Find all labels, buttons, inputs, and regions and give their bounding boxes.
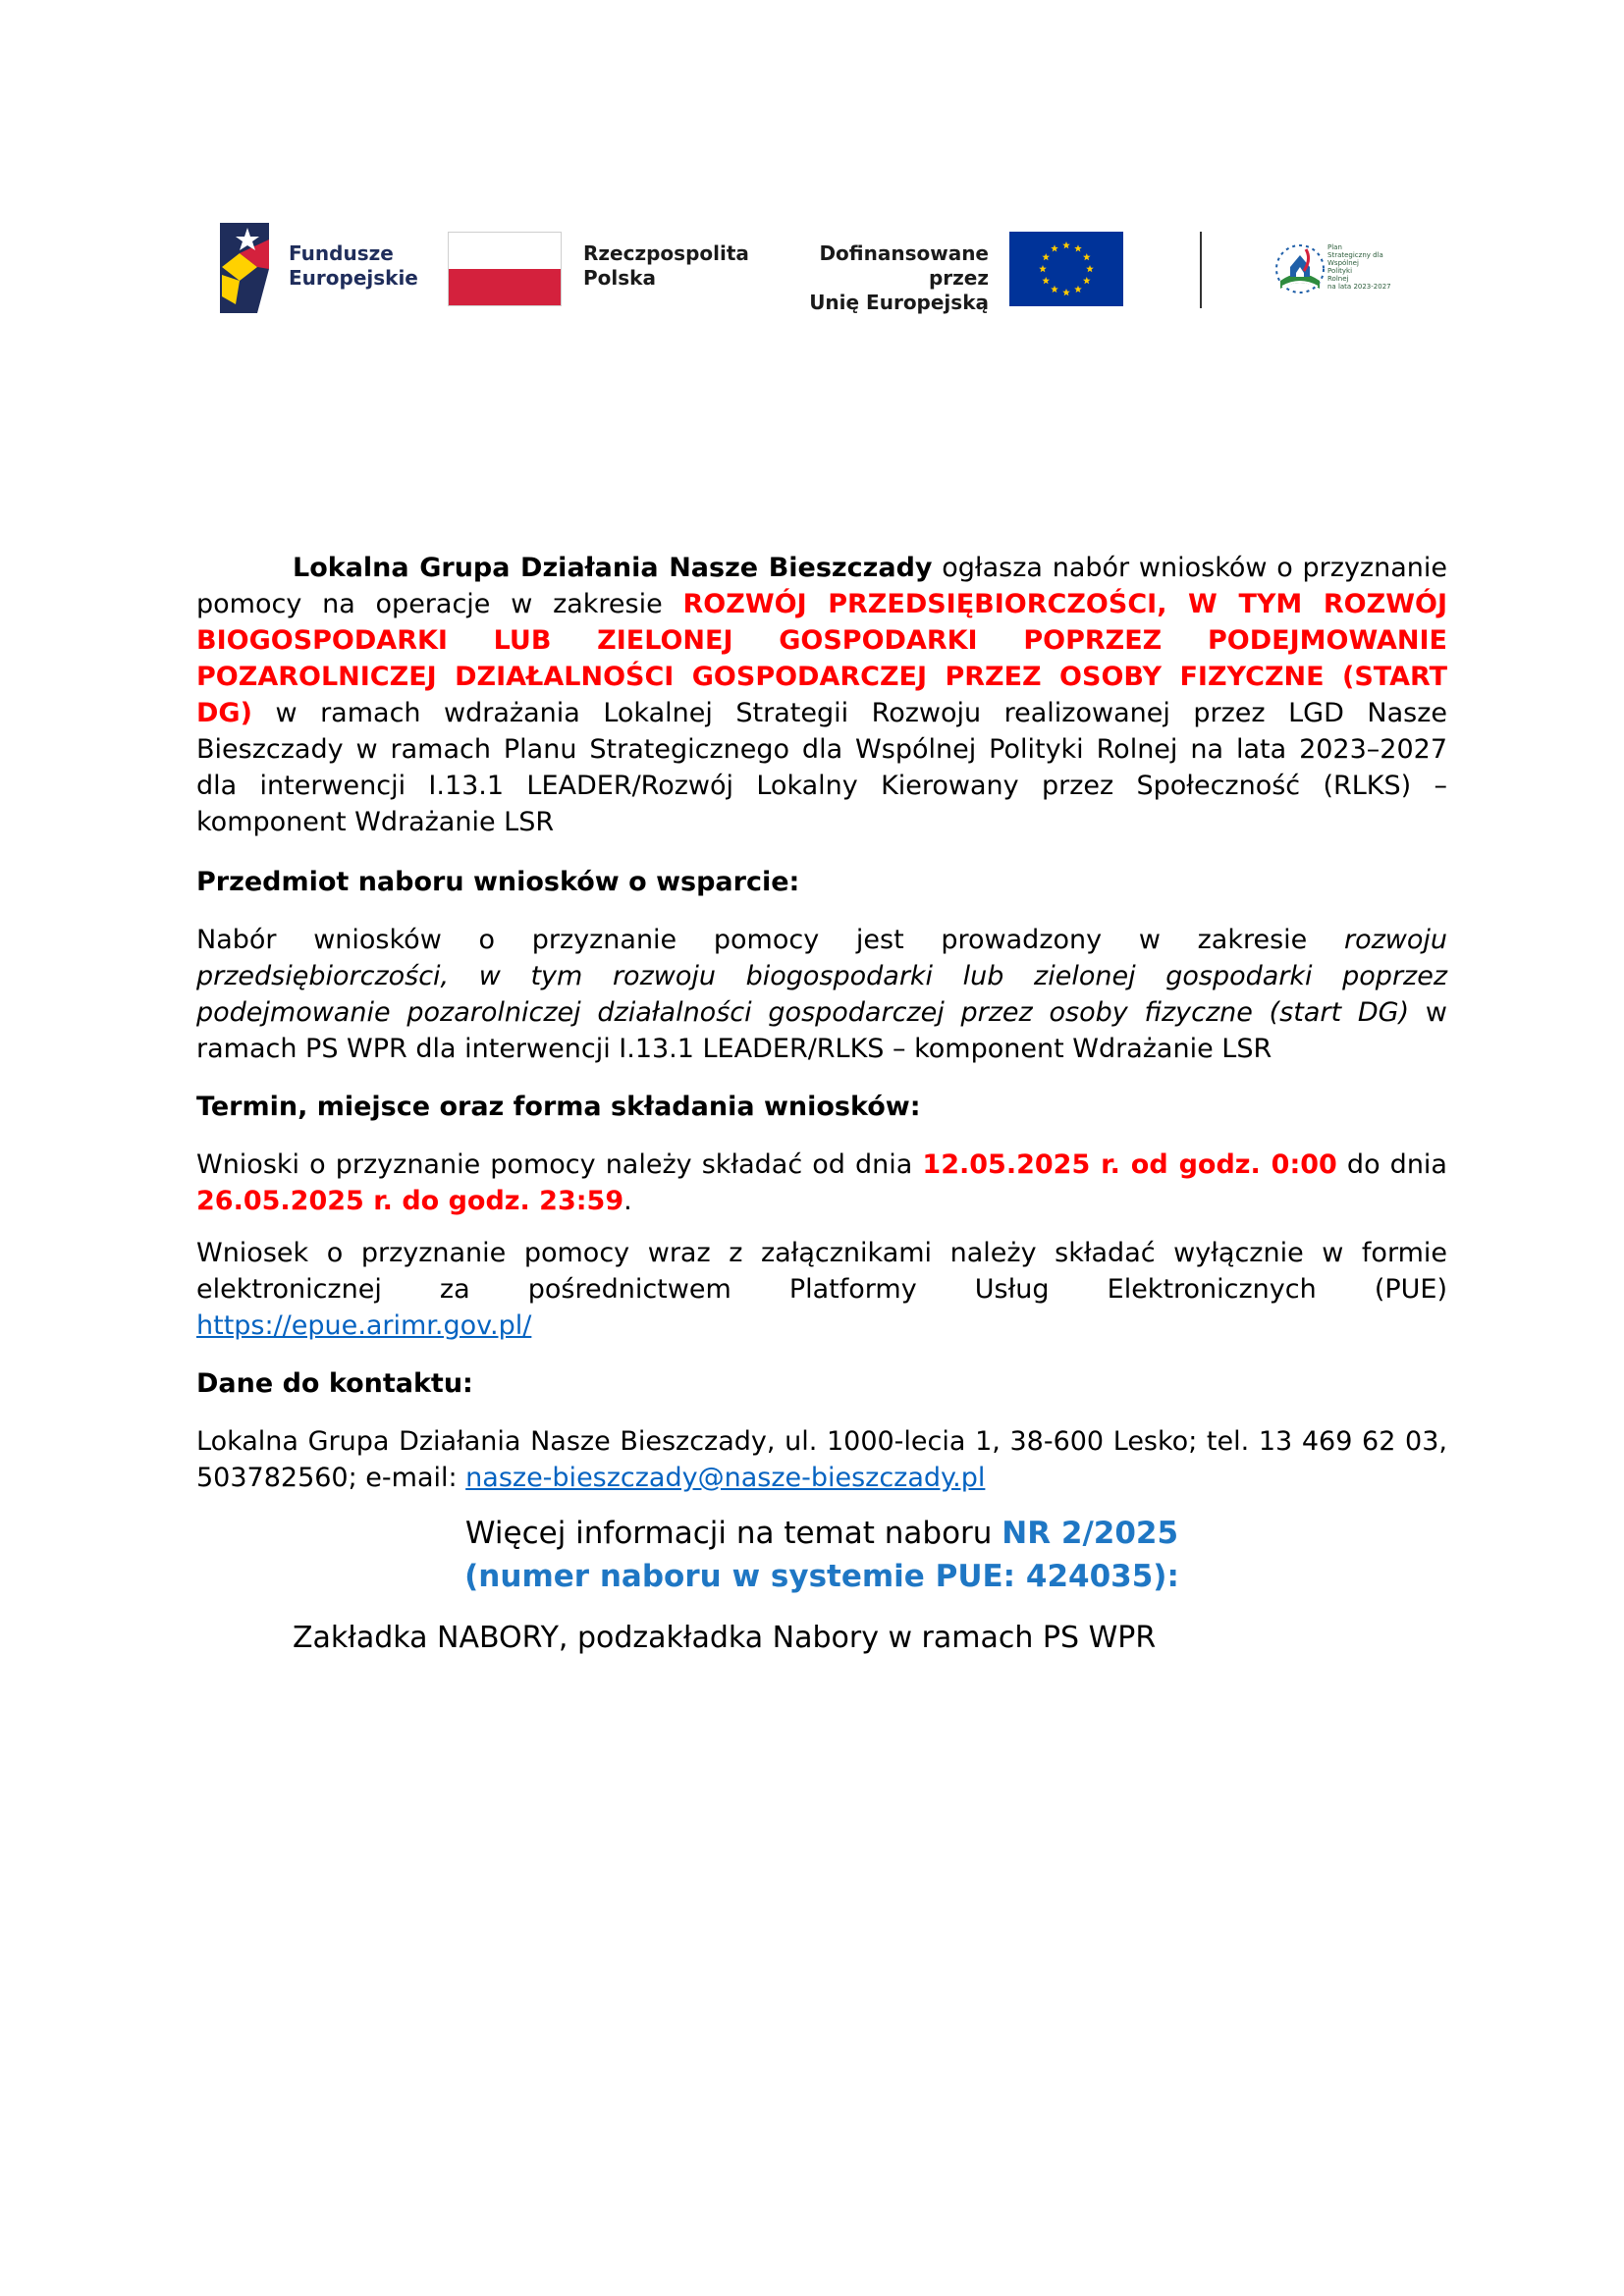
more-info-line — [196, 1512, 1447, 1555]
fe-line2: Europejskie — [289, 266, 418, 290]
eu-star-icon — [1039, 265, 1047, 272]
psp-line6: na lata 2023-2027 — [1327, 283, 1391, 291]
rp-line1: Rzeczpospolita — [583, 241, 749, 265]
psp-line2: Strategiczny dla — [1327, 251, 1383, 259]
nabor-number: NR 2/2025 — [1001, 1516, 1179, 1551]
psp-line3: Wspólnej — [1327, 259, 1359, 267]
rp-line2: Polska — [583, 266, 656, 290]
subject-italic: rozwoju przedsiębiorczości, w tym rozwoju biogospodarki lub zielonej gospodarki poprzez podejmowanie pozarolniczej działalności gospodarczej przez osoby fizyczne (start DG) — [196, 925, 1447, 1028]
subject-paragraph — [196, 922, 1447, 1067]
contact-heading: Dane do kontaktu: — [196, 1368, 473, 1399]
logo-divider — [1200, 232, 1202, 308]
pue-number: (numer naboru w systemie PUE: 424035): — [464, 1559, 1179, 1594]
tab-info: Zakładka NABORY, podzakładka Nabory w ramach PS WPR — [293, 1621, 1157, 1655]
eu-star-icon — [1074, 286, 1082, 293]
announcement-body — [196, 550, 1447, 1656]
eu-star-icon — [1086, 265, 1094, 272]
eu-star-icon — [1051, 286, 1058, 293]
intro-text-1: ogłasza nabór wniosków o przyznanie pomocy na operacje w zakresie — [196, 553, 1447, 619]
deadline-heading: Termin, miejsce oraz forma składania wniosków: — [196, 1092, 921, 1122]
eu-line1: Dofinansowane przez — [819, 241, 989, 290]
logo-bar — [218, 218, 1416, 316]
fe-line1: Fundusze — [289, 241, 394, 265]
email-link[interactable]: nasze-bieszczady@nasze-bieszczady.pl — [465, 1463, 986, 1493]
contact-paragraph — [196, 1423, 1447, 1496]
eu-line2: Unię Europejską — [809, 291, 989, 314]
eu-star-icon — [1083, 277, 1091, 284]
deadline-text-1: Wnioski o przyznanie pomocy należy składać od dnia — [196, 1149, 923, 1180]
intro-highlight: ROZWÓJ PRZEDSIĘBIORCZOŚCI, W TYM ROZWÓJ BIOGOSPODARKI LUB ZIELONEJ GOSPODARKI POPRZEZ PODEJMOWANIE POZAROLNICZEJ DZIAŁALNOŚCI GOSPODARCZEJ PRZEZ OSOBY FIZYCZNE (START DG) — [196, 589, 1447, 728]
form-text: Wniosek o przyznanie pomocy wraz z załącznikami należy składać wyłącznie w formie elektronicznej za pośrednictwem Platformy Usług Elektronicznych (PUE) — [196, 1238, 1447, 1305]
eu-star-icon — [1051, 244, 1058, 251]
psp-line5: Rolnej — [1327, 275, 1349, 283]
fundusze-europejskie-logo — [218, 218, 418, 316]
intro-text-2: w ramach wdrażania Lokalnej Strategii Rozwoju realizowanej przez LGD Nasze Bieszczady w ramach Planu Strategicznego dla Wspólnej Polityki Rolnej na lata 2023–2027 dla interwencji I.13.1 LEADER/Rozwój Lokalny Kierowany przez Społeczność (RLKS) – komponent Wdrażanie LSR — [196, 698, 1447, 837]
psp-line4: Polityki — [1327, 267, 1353, 275]
deadline-text-2: do dnia — [1336, 1149, 1447, 1180]
more-info-text: Więcej informacji na temat naboru — [464, 1516, 1002, 1551]
epue-link[interactable]: https://epue.arimr.gov.pl/ — [196, 1310, 532, 1341]
rzeczpospolita-text — [583, 241, 749, 291]
polish-flag-icon — [448, 232, 562, 306]
fundusze-europejskie-icon — [218, 218, 277, 316]
fundusze-europejskie-text — [289, 241, 418, 291]
eu-text — [778, 241, 989, 315]
deadline-text-3: . — [623, 1186, 632, 1216]
deadline-to: 26.05.2025 r. do godz. 23:59 — [196, 1186, 624, 1216]
psp-line1: Plan — [1327, 243, 1342, 251]
eu-star-icon — [1083, 253, 1091, 260]
subject-text-2: w ramach PS WPR dla interwencji I.13.1 LEADER/RLKS – komponent Wdrażanie LSR — [196, 997, 1447, 1064]
deadline-from: 12.05.2025 r. od godz. 0:00 — [922, 1149, 1337, 1180]
org-name: Lokalna Grupa Działania Nasze Bieszczady — [293, 553, 933, 583]
intro-paragraph — [196, 550, 1447, 840]
eu-star-icon — [1074, 244, 1082, 251]
eu-cofunded-logo — [778, 232, 1151, 314]
rzeczpospolita-polska-logo — [448, 232, 749, 310]
eu-star-icon — [1042, 277, 1050, 284]
eu-star-icon — [1042, 253, 1050, 260]
deadline-paragraph — [196, 1147, 1447, 1219]
subject-text-1: Nabór wniosków o przyznanie pomocy jest prowadzony w zakresie — [196, 925, 1344, 955]
eu-star-icon — [1062, 289, 1070, 295]
plan-strategiczny-logo — [1272, 238, 1420, 306]
plan-strategiczny-text — [1327, 243, 1391, 291]
subject-heading: Przedmiot naboru wniosków o wsparcie: — [196, 867, 800, 897]
contact-text: Lokalna Grupa Działania Nasze Bieszczady, ul. 1000-lecia 1, 38-600 Lesko; tel. 13 469 62 03, 503782560; e-mail: — [196, 1426, 1447, 1493]
plan-strategiczny-icon — [1272, 238, 1327, 300]
eu-star-icon — [1062, 241, 1070, 248]
form-paragraph — [196, 1235, 1447, 1344]
eu-flag-icon — [1009, 232, 1123, 306]
